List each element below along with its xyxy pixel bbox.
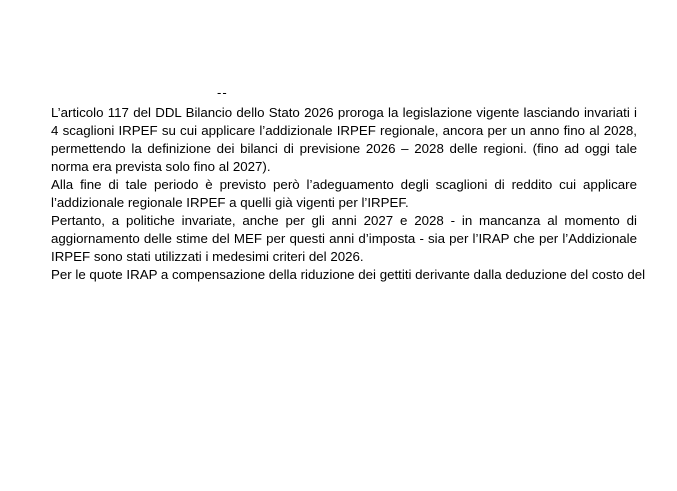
top-text-fragment	[217, 85, 229, 100]
paragraph-2: Alla fine di tale periodo è previsto però l’adeguamento degli scaglioni di reddito cui applicare l’addizionale regionale IRPEF a quelli già vigenti per l’IRPEF.	[51, 177, 637, 210]
top-fragment-text: --	[217, 85, 228, 100]
paragraph-1: L’articolo 117 del DDL Bilancio dello Stato 2026 proroga la legislazione vigente lasciando invariati i 4 scaglioni IRPEF su cui applicare l’addizionale IRPEF regionale, ancora per un anno fino al 2028, permettendo la definizione dei bilanci di previsione 2026 – 2028 delle regioni. (fino ad oggi tale norma era prevista solo fino al 2027).	[51, 105, 637, 174]
document-page	[0, 85, 677, 282]
cut-off-line: Per le quote IRAP a compensazione della riduzione dei gettiti derivante dalla deduzione del costo del	[51, 267, 646, 282]
document-body	[51, 104, 646, 284]
paragraph-3: Pertanto, a politiche invariate, anche per gli anni 2027 e 2028 - in mancanza al momento di aggiornamento delle stime del MEF per questi anni d’imposta - sia per l’IRAP che per l’Addizionale IRPEF sono stati utilizzati i medesimi criteri del 2026.	[51, 213, 637, 264]
